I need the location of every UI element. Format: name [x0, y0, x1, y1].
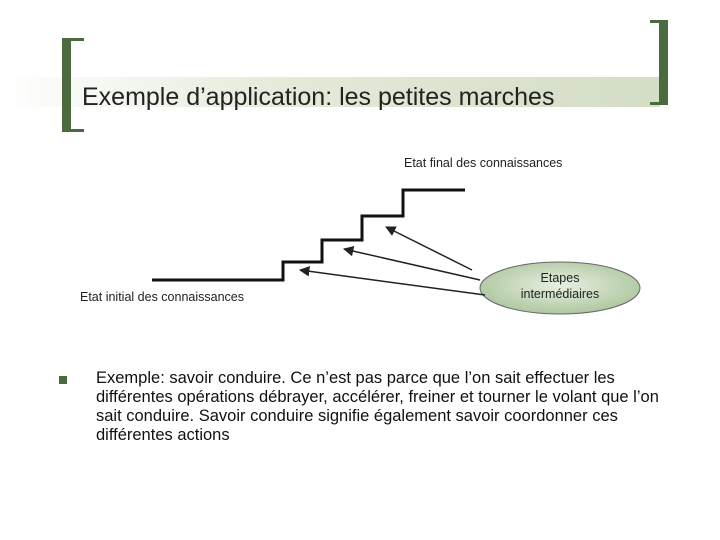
ellipse-line-1: Etapes — [540, 271, 580, 285]
slide-title: Exemple d’application: les petites marches — [82, 83, 555, 111]
bullet-text: Exemple: savoir conduire. Ce n’est pas parce que l’on sait effectuer les différentes opérations débrayer, accélérer, freiner et tourner le volant que l’on sait conduire. Savoir conduire signifie également savoir coordonner ces différentes actions — [96, 369, 659, 444]
arrow-to-step-1 — [300, 270, 485, 295]
arrow-to-step-3 — [386, 227, 472, 270]
ellipse-line-2: intermédiaires — [520, 287, 600, 301]
square-bullet-icon — [59, 376, 67, 384]
initial-state-label: Etat initial des connaissances — [80, 290, 244, 304]
final-state-label: Etat final des connaissances — [404, 156, 563, 170]
intermediate-steps-label — [478, 270, 642, 302]
